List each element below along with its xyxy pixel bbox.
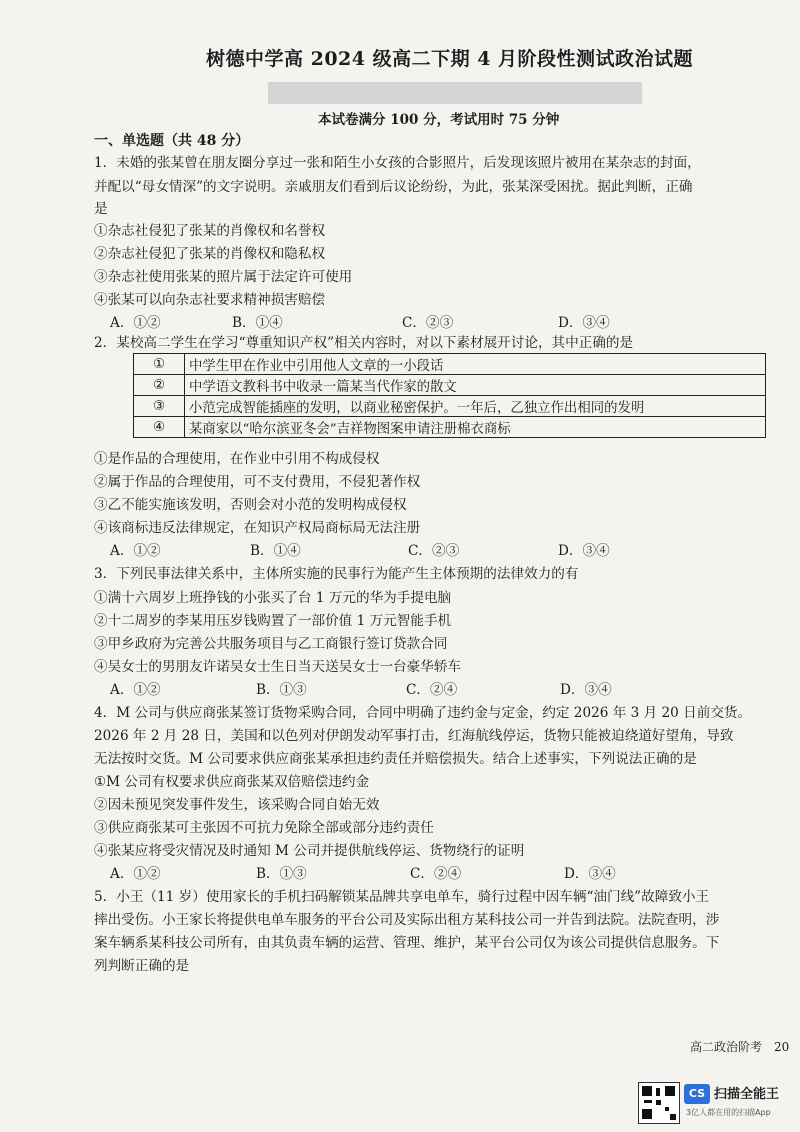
scanner-logo-icon: CS — [684, 1084, 710, 1104]
option-b: B．①④ — [250, 543, 301, 559]
option-a: A．①② — [110, 866, 161, 882]
q1-item: ②杂志社侵犯了张某的肖像权和隐私权 — [94, 246, 326, 262]
exam-subtitle: 本试卷满分 100 分，考试用时 75 分钟 — [318, 112, 560, 128]
exam-title: 树德中学高 2024 级高二下期 4 月阶段性测试政治试题 — [206, 48, 694, 70]
scanner-app-name: 扫描全能王 — [714, 1087, 780, 1102]
q1-stem-line: 是 — [94, 201, 108, 217]
table-cell-text: 中学生甲在作业中引用他人文章的一小段话 — [185, 354, 766, 375]
option-b: B．①③ — [256, 682, 307, 698]
q3-item: ③甲乡政府为完善公共服务项目与乙工商银行签订贷款合同 — [94, 636, 448, 652]
q2-item: ①是作品的合理使用，在作业中引用不构成侵权 — [94, 451, 380, 467]
q1-item: ①杂志社侵犯了张某的肖像权和名誉权 — [94, 223, 326, 239]
section-heading: 一、单选题（共 48 分） — [94, 133, 250, 149]
q3-stem: 3．下列民事法律关系中，主体所实施的民事行为能产生主体预期的法律效力的有 — [94, 566, 579, 582]
option-b: B．①④ — [232, 315, 283, 331]
table-cell-num: ② — [134, 375, 185, 396]
q3-item: ④吴女士的男朋友许诺吴女士生日当天送吴女士一台豪华轿车 — [94, 659, 462, 675]
q4-stem-line: 4．M 公司与供应商张某签订货物采购合同，合同中明确了违约金与定金，约定 2026 年 3 月 20 日前交货。 — [94, 705, 752, 721]
option-a: A．①② — [110, 682, 161, 698]
q2-item: ③乙不能实施该发明，否则会对小范的发明构成侵权 — [94, 497, 407, 513]
q2-item: ④该商标违反法律规定，在知识产权局商标局无法注册 — [94, 520, 421, 536]
table-cell-text: 某商家以“哈尔滨亚冬会”吉祥物图案申请注册棉衣商标 — [185, 417, 766, 438]
table-row — [134, 354, 766, 375]
q5-stem-line: 列判断正确的是 — [94, 958, 190, 974]
table-cell-text: 小范完成智能插座的发明，以商业秘密保护。一年后，乙独立作出相同的发明 — [185, 396, 766, 417]
q4-item: ④张某应将受灾情况及时通知 M 公司并提供航线停运、货物绕行的证明 — [94, 843, 525, 859]
q4-stem-line: 2026 年 2 月 28 日，美国和以色列对伊朗发动军事打击，红海航线停运，货物只能被迫绕道好望角，导致 — [94, 728, 734, 744]
option-c: C．②③ — [402, 315, 454, 331]
q1-item: ③杂志社使用张某的照片属于法定许可使用 — [94, 269, 353, 285]
table-row — [134, 396, 766, 417]
option-d: D．③④ — [558, 543, 610, 559]
table-cell-num: ③ — [134, 396, 185, 417]
redacted-block — [268, 82, 642, 104]
option-a: A．①② — [110, 315, 161, 331]
q1-item: ④张某可以向杂志社要求精神损害赔偿 — [94, 292, 326, 308]
q4-item: ②因未预见突发事件发生，该采购合同自始无效 — [94, 797, 380, 813]
q1-stem-line: 并配以“母女情深”的文字说明。亲戚朋友们看到后议论纷纷，为此，张某深受困扰。据此判断，正确 — [94, 179, 693, 195]
q2-material-table — [133, 353, 766, 438]
q4-stem-line: 无法按时交货。M 公司要求供应商张某承担违约责任并赔偿损失。结合上述事实，下列说法正确的是 — [94, 751, 697, 767]
option-b: B．①③ — [256, 866, 307, 882]
q4-item: ③供应商张某可主张因不可抗力免除全部或部分违约责任 — [94, 820, 434, 836]
option-c: C．②④ — [406, 682, 458, 698]
option-d: D．③④ — [560, 682, 612, 698]
q5-stem-line: 案车辆系某科技公司所有，由其负责车辆的运营、管理、维护，某平台公司仅为该公司提供信息服务。下 — [94, 935, 720, 951]
scanner-tagline: 3亿人都在用的扫描App — [686, 1108, 771, 1117]
q4-item: ①M 公司有权要求供应商张某双倍赔偿违约金 — [94, 774, 370, 790]
q3-item: ②十二周岁的李某用压岁钱购置了一部价值 1 万元智能手机 — [94, 613, 452, 629]
page-footer: 高二政治阶考 20 — [690, 1040, 790, 1054]
table-cell-text: 中学语文教科书中收录一篇某当代作家的散文 — [185, 375, 766, 396]
q5-stem-line: 摔出受伤。小王家长将提供电单车服务的平台公司及实际出租方某科技公司一并告到法院。法院查明，涉 — [94, 912, 720, 928]
q5-stem-line: 5．小王（11 岁）使用家长的手机扫码解锁某品牌共享电单车，骑行过程中因车辆“油门线”故障致小王 — [94, 889, 710, 905]
option-d: D．③④ — [564, 866, 616, 882]
table-cell-num: ① — [134, 354, 185, 375]
q2-stem: 2．某校高二学生在学习“尊重知识产权”相关内容时，对以下素材展开讨论，其中正确的是 — [94, 335, 634, 351]
table-row — [134, 375, 766, 396]
q3-item: ①满十六周岁上班挣钱的小张买了台 1 万元的华为手提电脑 — [94, 590, 452, 606]
option-a: A．①② — [110, 543, 161, 559]
q2-item: ②属于作品的合理使用，可不支付费用，不侵犯著作权 — [94, 474, 421, 490]
qr-code-icon — [638, 1082, 680, 1124]
table-row — [134, 417, 766, 438]
q1-stem-line: 1．未婚的张某曾在朋友圈分享过一张和陌生小女孩的合影照片，后发现该照片被用在某杂志的封面， — [94, 155, 701, 171]
option-c: C．②④ — [410, 866, 462, 882]
option-d: D．③④ — [558, 315, 610, 331]
table-cell-num: ④ — [134, 417, 185, 438]
option-c: C．②③ — [408, 543, 460, 559]
